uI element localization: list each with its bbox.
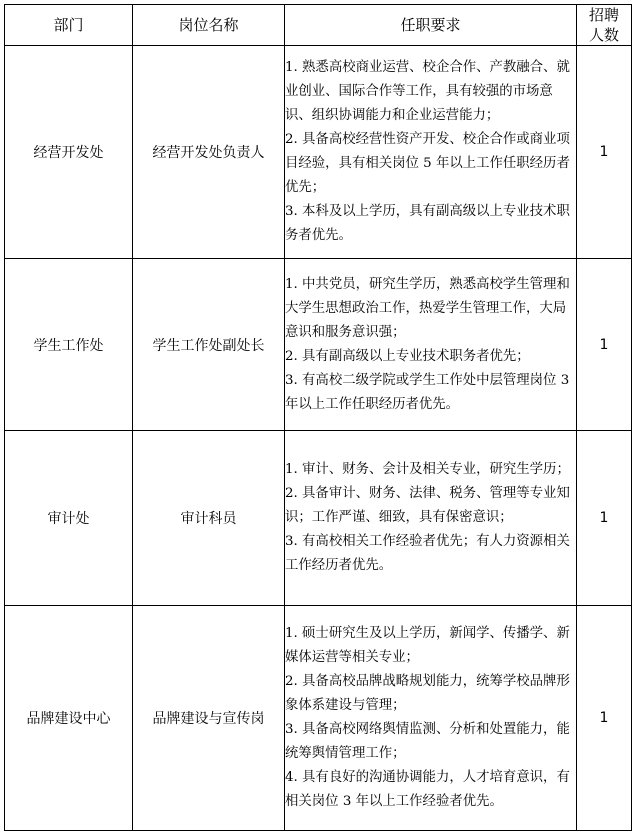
- cell-requirements: [285, 606, 577, 831]
- table-row: [5, 606, 632, 831]
- requirement-item: 3. 具备高校网络舆情监测、分析和处置能力，能统筹舆情管理工作；: [285, 722, 570, 761]
- requirement-item: 1. 审计、财务、会计及相关专业，研究生学历；: [285, 462, 570, 477]
- table-header-row: [5, 5, 632, 46]
- cell-position: 品牌建设与宣传岗: [133, 606, 285, 831]
- requirement-item: 1. 硕士研究生及以上学历，新闻学、传播学、新媒体运营等相关专业；: [285, 626, 570, 665]
- cell-requirements: [285, 259, 577, 431]
- table-row: [5, 431, 632, 606]
- recruitment-table: [4, 4, 632, 831]
- header-count: [577, 5, 632, 46]
- requirement-item: 2. 具备审计、财务、法律、税务、管理等专业知识；工作严谨、细致，具有保密意识；: [285, 486, 570, 525]
- cell-position: 学生工作处副处长: [133, 259, 285, 431]
- cell-count: 1: [577, 259, 632, 431]
- requirement-item: 4. 具有良好的沟通协调能力，人才培育意识，有相关岗位 3 年以上工作经验者优先。: [285, 770, 570, 809]
- requirement-item: 1. 熟悉高校商业运营、校企合作、产教融合、就业创业、国际合作等工作，具有较强的市场意识、组织协调能力和企业运营能力；: [285, 60, 570, 123]
- requirement-item: 2. 具有副高级以上专业技术职务者优先；: [285, 348, 530, 364]
- cell-department: 审计处: [5, 431, 133, 606]
- header-department: 部门: [5, 5, 133, 46]
- header-count-line1: 招聘: [588, 6, 619, 24]
- requirement-item: 3. 有高校二级学院或学生工作处中层管理岗位 3 年以上工作任职经历者优先。: [285, 372, 570, 412]
- cell-requirements: [285, 431, 577, 606]
- cell-count: 1: [577, 431, 632, 606]
- cell-department: 经营开发处: [5, 46, 133, 259]
- cell-count: 1: [577, 606, 632, 831]
- requirement-item: 3. 有高校相关工作经验者优先；有人力资源相关工作经历者优先。: [285, 534, 570, 573]
- header-count-line2: 人数: [588, 26, 619, 44]
- cell-position: 经营开发处负责人: [133, 46, 285, 259]
- requirement-item: 2. 具备高校品牌战略规划能力，统筹学校品牌形象体系建设与管理；: [285, 674, 570, 713]
- table-row: [5, 46, 632, 259]
- cell-count: 1: [577, 46, 632, 259]
- cell-requirements: [285, 46, 577, 259]
- requirement-item: 3. 本科及以上学历，具有副高级以上专业技术职务者优先。: [285, 204, 570, 243]
- cell-position: 审计科员: [133, 431, 285, 606]
- requirement-item: 1. 中共党员，研究生学历，熟悉高校学生管理和大学生思想政治工作，热爱学生管理工作，大局意识和服务意识强；: [285, 276, 570, 340]
- requirement-item: 2. 具备高校经营性资产开发、校企合作或商业项目经验，具有相关岗位 5 年以上工作任职经历者优先；: [285, 132, 570, 195]
- cell-department: 学生工作处: [5, 259, 133, 431]
- header-requirements: 任职要求: [285, 5, 577, 46]
- cell-department: 品牌建设中心: [5, 606, 133, 831]
- header-position: 岗位名称: [133, 5, 285, 46]
- table-row: [5, 259, 632, 431]
